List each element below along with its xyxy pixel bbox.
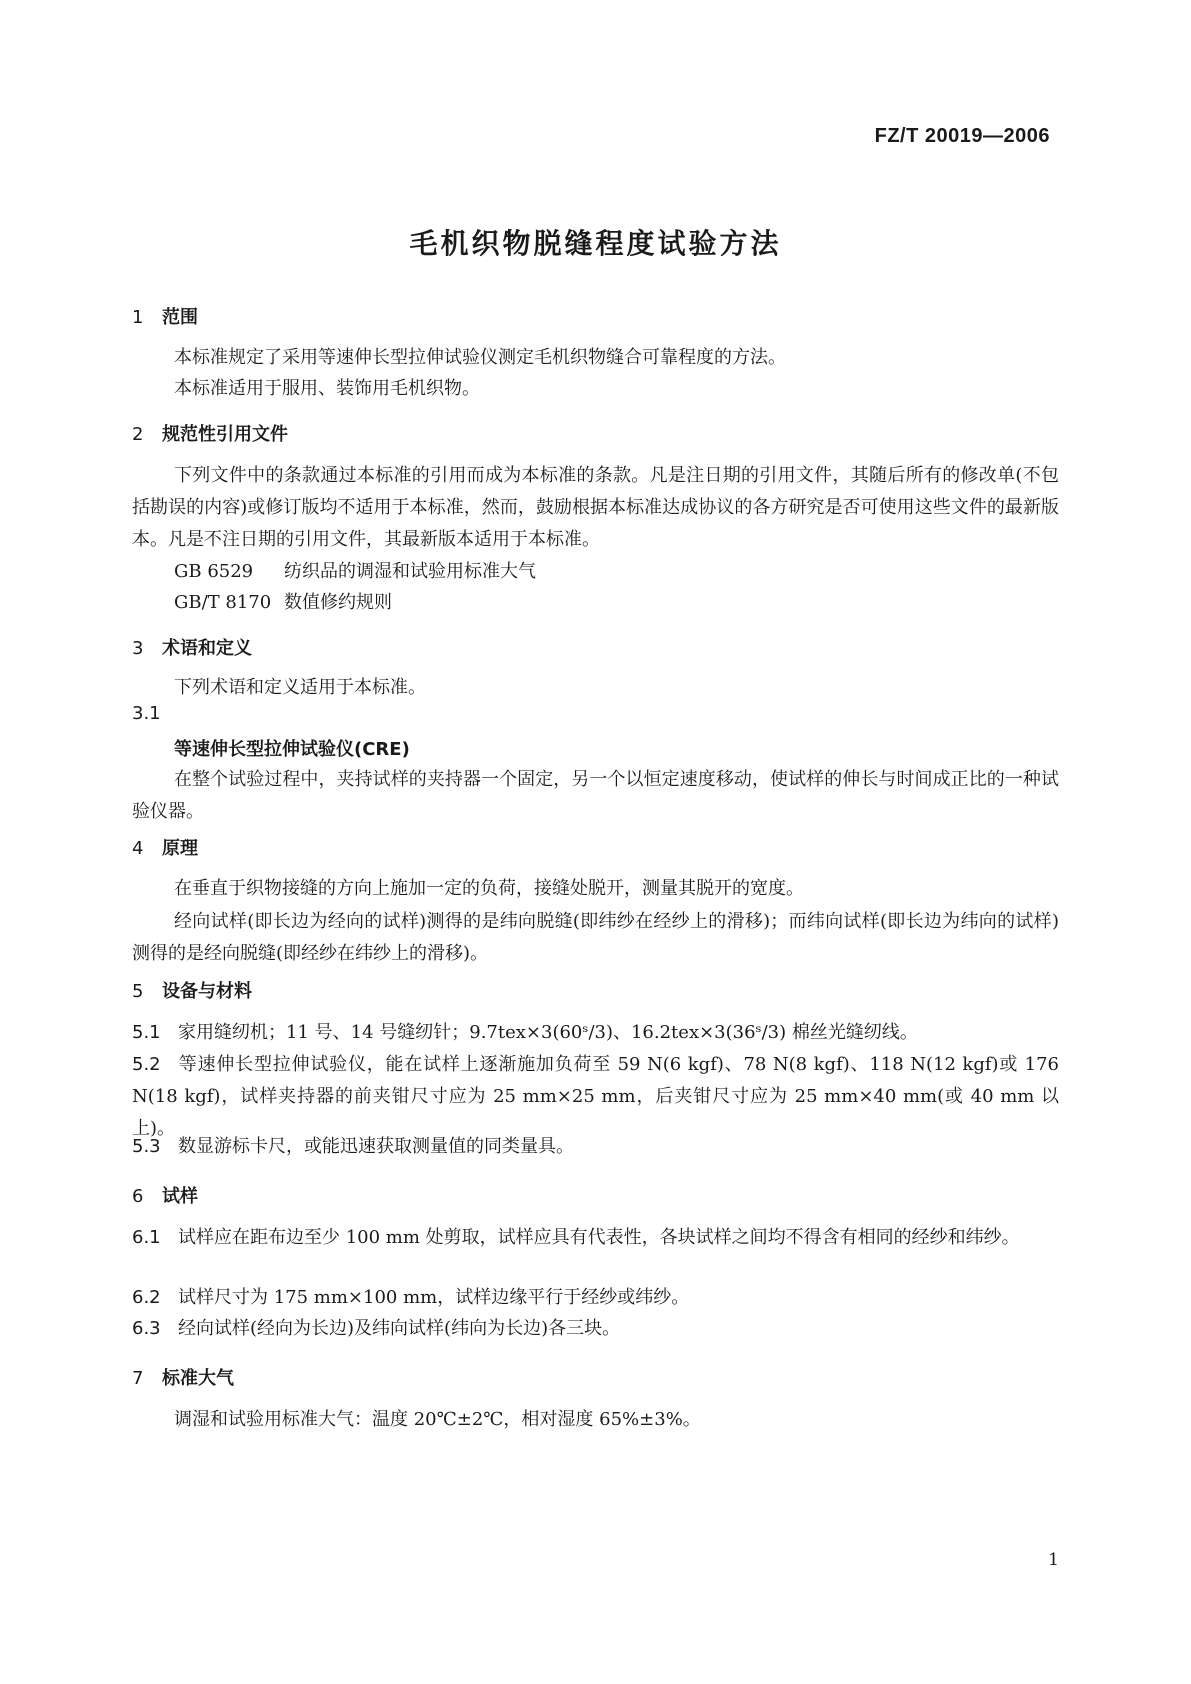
term-heading: 等速伸长型拉伸试验仪(CRE) — [174, 739, 410, 760]
section-title: 规范性引用文件 — [162, 424, 288, 445]
reference-code: GB 6529 — [174, 561, 254, 582]
clause-number: 6.2 — [132, 1287, 161, 1308]
clause-6-3 — [132, 1313, 1059, 1345]
section-title: 范围 — [162, 307, 198, 328]
standard-number: FZ/T 20019—2006 — [874, 125, 1050, 147]
section-title: 设备与材料 — [162, 981, 252, 1002]
section-number: 5 — [132, 981, 144, 1002]
section-2-heading — [132, 420, 288, 446]
section-number: 3 — [132, 638, 144, 659]
clause-text: 经向试样(经向为长边)及纬向试样(纬向为长边)各三块。 — [178, 1318, 621, 1339]
clause-6-1 — [132, 1222, 1059, 1254]
reference-code: GB/T 8170 — [174, 592, 272, 613]
reference-title: 数值修约规则 — [284, 592, 392, 613]
section-4-para-2: 经向试样(即长边为经向的试样)测得的是纬向脱缝(即纬纱在经纱上的滑移)；而纬向试样(即长边为纬向的试样)测得的是经向脱缝(即经纱在纬纱上的滑移)。 — [132, 911, 1059, 964]
clause-number: 5.1 — [132, 1022, 161, 1043]
section-7-heading — [132, 1364, 234, 1390]
section-1-heading — [132, 303, 198, 329]
document-title: 毛机织物脱缝程度试验方法 — [409, 227, 782, 260]
term-definition: 在整个试验过程中，夹持试样的夹持器一个固定，另一个以恒定速度移动，使试样的伸长与时间成正比的一种试验仪器。 — [132, 769, 1059, 822]
reference-title: 纺织品的调湿和试验用标准大气 — [284, 561, 536, 582]
section-5-heading — [132, 977, 252, 1003]
section-number: 6 — [132, 1186, 144, 1207]
clause-text: 数显游标卡尺，或能迅速获取测量值的同类量具。 — [178, 1136, 574, 1157]
clause-number: 6.3 — [132, 1318, 161, 1339]
section-number: 7 — [132, 1368, 144, 1389]
section-title: 试样 — [162, 1186, 198, 1207]
section-3-heading — [132, 634, 252, 660]
clause-6-2 — [132, 1282, 1059, 1314]
section-4-heading — [132, 834, 198, 860]
normative-reference — [174, 587, 392, 619]
section-4-para-1: 在垂直于织物接缝的方向上施加一定的负荷，接缝处脱开，测量其脱开的宽度。 — [174, 878, 804, 899]
section-title: 标准大气 — [162, 1368, 234, 1389]
clause-number: 5.3 — [132, 1136, 161, 1157]
subclause-number: 3.1 — [132, 703, 161, 724]
clause-text: 试样尺寸为 175 mm×100 mm，试样边缘平行于经纱或纬纱。 — [178, 1287, 690, 1308]
page-number: 1 — [1048, 1550, 1059, 1570]
section-number: 2 — [132, 424, 144, 445]
normative-reference — [174, 556, 536, 588]
section-6-heading — [132, 1182, 198, 1208]
section-1-para-2: 本标准适用于服用、装饰用毛机织物。 — [174, 378, 480, 399]
section-number: 1 — [132, 307, 144, 328]
section-title: 原理 — [162, 838, 198, 859]
clause-text: 试样应在距布边至少 100 mm 处剪取，试样应具有代表性，各块试样之间均不得含有相同的经纱和纬纱。 — [178, 1227, 1020, 1248]
section-3-para-1: 下列术语和定义适用于本标准。 — [174, 677, 426, 698]
clause-number: 6.1 — [132, 1227, 161, 1248]
section-number: 4 — [132, 838, 144, 859]
clause-number: 5.2 — [132, 1054, 161, 1075]
section-2-para-1: 下列文件中的条款通过本标准的引用而成为本标准的条款。凡是注日期的引用文件，其随后所有的修改单(不包括勘误的内容)或修订版均不适用于本标准，然而，鼓励根据本标准达成协议的各方研究是否可使用这些文件的最新版本。凡是不注日期的引用文件，其最新版本适用于本标准。 — [132, 465, 1059, 550]
clause-text: 等速伸长型拉伸试验仪，能在试样上逐渐施加负荷至 59 N(6 kgf)、78 N(8 kgf)、118 N(12 kgf)或 176 N(18 kgf)，试样夹持器的前夹钳尺寸应为 25 mm×25 mm，后夹钳尺寸应为 25 mm×40 mm(或 40 mm 以上)。 — [132, 1054, 1059, 1139]
clause-text: 家用缝纫机；11 号、14 号缝纫针；9.7tex×3(60ˢ/3)、16.2tex×3(36ˢ/3) 棉丝光缝纫线。 — [178, 1022, 918, 1043]
section-title: 术语和定义 — [162, 638, 252, 659]
clause-5-1 — [132, 1017, 1059, 1049]
section-7-para-1: 调湿和试验用标准大气：温度 20℃±2℃，相对湿度 65%±3%。 — [174, 1409, 701, 1430]
clause-5-3 — [132, 1131, 1059, 1163]
section-1-para-1: 本标准规定了采用等速伸长型拉伸试验仪测定毛机织物缝合可靠程度的方法。 — [174, 347, 786, 368]
